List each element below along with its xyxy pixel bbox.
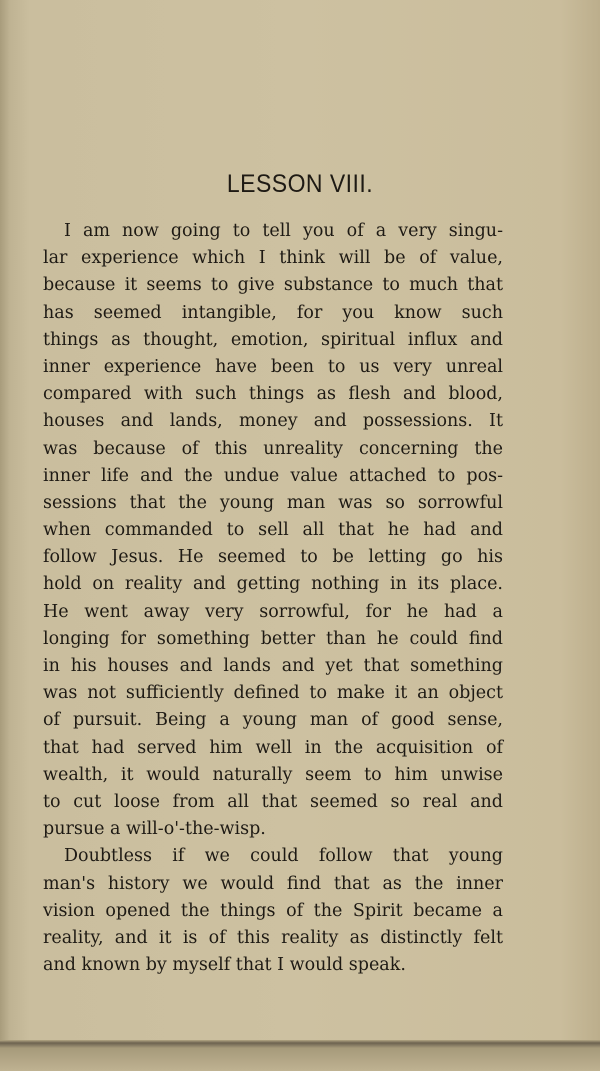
text-line: of pursuit. Being a young man of good sense, xyxy=(43,710,503,731)
text-line: to cut loose from all that seemed so real and xyxy=(43,791,503,812)
text-line: lar experience which I think will be of value, xyxy=(43,248,503,269)
text-line: inner life and the undue value attached to pos- xyxy=(43,465,503,486)
text-line: has seemed intangible, for you know such xyxy=(43,302,503,323)
text-line: things as thought, emotion, spiritual influx and xyxy=(43,329,503,350)
text-line: because it seems to give substance to much that xyxy=(43,275,503,296)
text-line: man's history we would find that as the inner xyxy=(43,873,503,894)
text-line: hold on reality and getting nothing in its place. xyxy=(43,574,503,595)
text-line: longing for something better than he could find xyxy=(43,628,503,649)
text-line: vision opened the things of the Spirit became a xyxy=(43,900,503,921)
text-line: Doubtless if we could follow that young xyxy=(64,846,503,867)
text-line: houses and lands, money and possessions. It xyxy=(43,411,503,432)
text-line: wealth, it would naturally seem to him unwise xyxy=(43,764,503,785)
text-line: He went away very sorrowful, for he had a xyxy=(43,601,503,622)
text-line: in his houses and lands and yet that something xyxy=(43,656,503,676)
text-line: that had served him well in the acquisition of xyxy=(43,737,503,758)
text-line: sessions that the young man was so sorrowful xyxy=(43,492,503,513)
text-line: was not sufficiently defined to make it an object xyxy=(43,683,503,704)
text-line: when commanded to sell all that he had and xyxy=(43,520,503,541)
lesson-body xyxy=(43,218,503,979)
lesson-heading: LESSON VIII. xyxy=(226,170,374,198)
page-bottom-edge xyxy=(0,1040,600,1071)
text-line: I am now going to tell you of a very singu- xyxy=(64,221,503,241)
text-line: reality, and it is of this reality as distinctly felt xyxy=(43,927,503,948)
text-line: inner experience have been to us very unreal xyxy=(43,356,503,377)
text-line: pursue a will-o'-the-wisp. xyxy=(43,819,266,840)
text-line: follow Jesus. He seemed to be letting go his xyxy=(43,547,503,568)
text-line: was because of this unreality concerning the xyxy=(43,438,503,459)
text-line: and known by myself that I would speak. xyxy=(43,955,406,976)
text-line: compared with such things as flesh and blood, xyxy=(43,384,503,405)
